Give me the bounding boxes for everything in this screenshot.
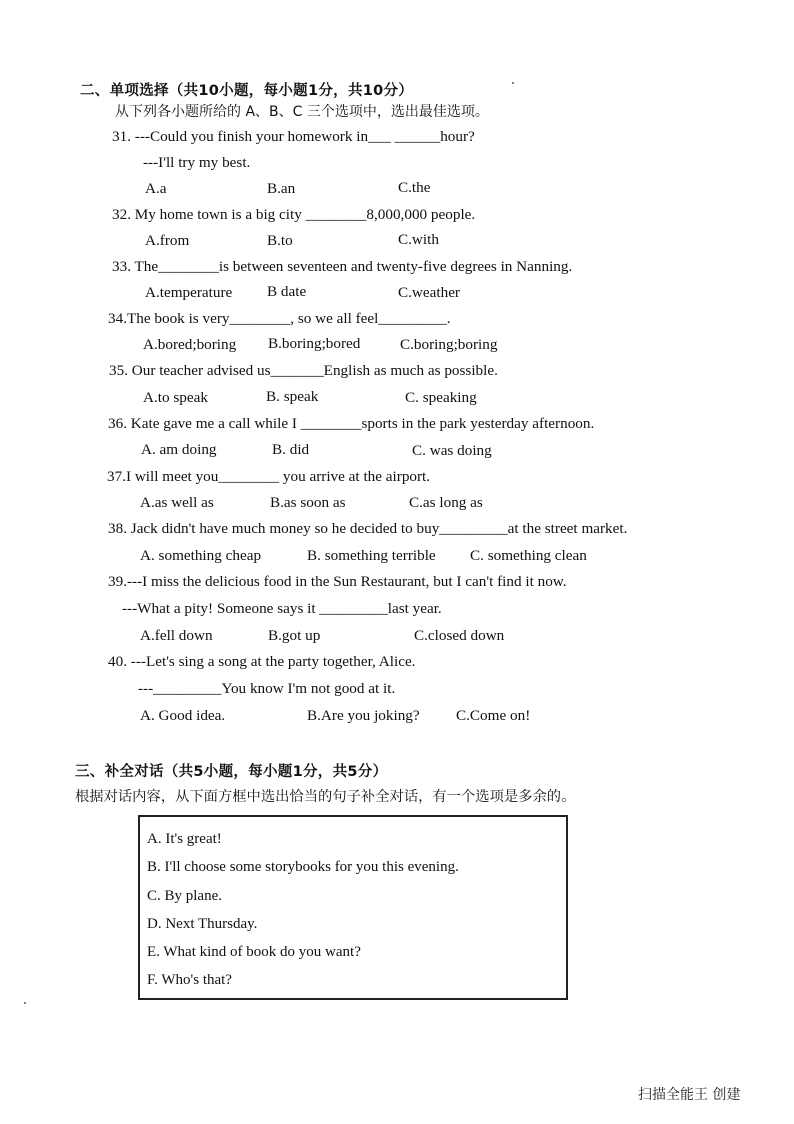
question-37: 37.I will meet you________ you arrive at the airport. <box>107 468 431 485</box>
q34-option-a: A.bored;boring <box>143 336 237 353</box>
q40-option-a: A. Good idea. <box>140 707 226 724</box>
q38-option-b: B. something terrible <box>307 547 436 564</box>
q38-option-a: A. something cheap <box>140 547 262 564</box>
q36-option-c: C. was doing <box>412 442 492 459</box>
q37-option-c: C.as long as <box>409 494 483 511</box>
q35-option-c: C. speaking <box>405 389 477 406</box>
question-33: 33. The________is between seventeen and twenty-five degrees in Nanning. <box>112 258 573 275</box>
q35-option-a: A.to speak <box>143 389 208 406</box>
question-35: 35. Our teacher advised us_______English as much as possible. <box>109 362 498 379</box>
q32-option-a: A.from <box>145 232 190 249</box>
q38-option-c: C. something clean <box>470 547 587 564</box>
question-38: 38. Jack didn't have much money so he decided to buy_________at the street market. <box>108 520 628 537</box>
q32-option-b: B.to <box>267 232 293 249</box>
q35-option-b: B. speak <box>266 388 319 405</box>
section2-title: 二、单项选择（共10小题，每小题1分，共10分） <box>80 83 414 99</box>
question-36: 36. Kate gave me a call while I ________sports in the park yesterday afternoon. <box>108 415 595 432</box>
question-39-line1: 39.---I miss the delicious food in the Sun Restaurant, but I can't find it now. <box>108 573 567 590</box>
q37-option-a: A.as well as <box>140 494 214 511</box>
box-option-c: C. By plane. <box>147 888 222 904</box>
q34-option-c: C.boring;boring <box>400 336 498 353</box>
q31-option-a: A.a <box>145 180 167 197</box>
q33-option-b: B date <box>267 283 307 300</box>
q39-option-b: B.got up <box>268 627 321 644</box>
scan-speck <box>24 1002 26 1004</box>
q39-option-c: C.closed down <box>414 627 505 644</box>
question-40-line2: ---_________You know I'm not good at it. <box>138 680 396 697</box>
box-option-d: D. Next Thursday. <box>147 916 258 932</box>
section3-instruction: 根据对话内容，从下面方框中选出恰当的句子补全对话，有一个选项是多余的。 <box>75 789 576 805</box>
q40-option-b: B.Are you joking? <box>307 707 420 724</box>
box-option-e: E. What kind of book do you want? <box>147 944 361 960</box>
section3-title: 三、补全对话（共5小题，每小题1分，共5分） <box>75 764 388 780</box>
q36-option-b: B. did <box>272 441 310 458</box>
q31-option-b: B.an <box>267 180 296 197</box>
scan-speck <box>512 82 514 84</box>
q31-option-c: C.the <box>398 179 431 196</box>
q37-option-b: B.as soon as <box>270 494 346 511</box>
question-40-line1: 40. ---Let's sing a song at the party together, Alice. <box>108 653 416 670</box>
q36-option-a: A. am doing <box>141 441 217 458</box>
options-box <box>138 815 568 1000</box>
q40-option-c: C.Come on! <box>456 707 531 724</box>
question-31-line1: 31. ---Could you finish your homework in___ ______hour? <box>112 128 475 145</box>
q34-option-b: B.boring;bored <box>268 335 361 352</box>
box-option-a: A. It's great! <box>147 831 222 847</box>
box-option-f: F. Who's that? <box>147 972 232 988</box>
q33-option-c: C.weather <box>398 284 460 301</box>
q33-option-a: A.temperature <box>145 284 233 301</box>
q39-option-a: A.fell down <box>140 627 213 644</box>
box-option-b: B. I'll choose some storybooks for you this evening. <box>147 859 459 875</box>
question-31-line2: ---I'll try my best. <box>143 154 251 171</box>
question-39-line2: ---What a pity! Someone says it _________last year. <box>122 600 442 617</box>
section2-instruction: 从下列各小题所给的 A、B、C 三个选项中，选出最佳选项。 <box>115 104 489 120</box>
question-34: 34.The book is very________, so we all feel_________. <box>108 310 451 327</box>
q32-option-c: C.with <box>398 231 439 248</box>
scanner-watermark: 扫描全能王 创建 <box>638 1087 741 1103</box>
question-32: 32. My home town is a big city ________8,000,000 people. <box>112 206 476 223</box>
